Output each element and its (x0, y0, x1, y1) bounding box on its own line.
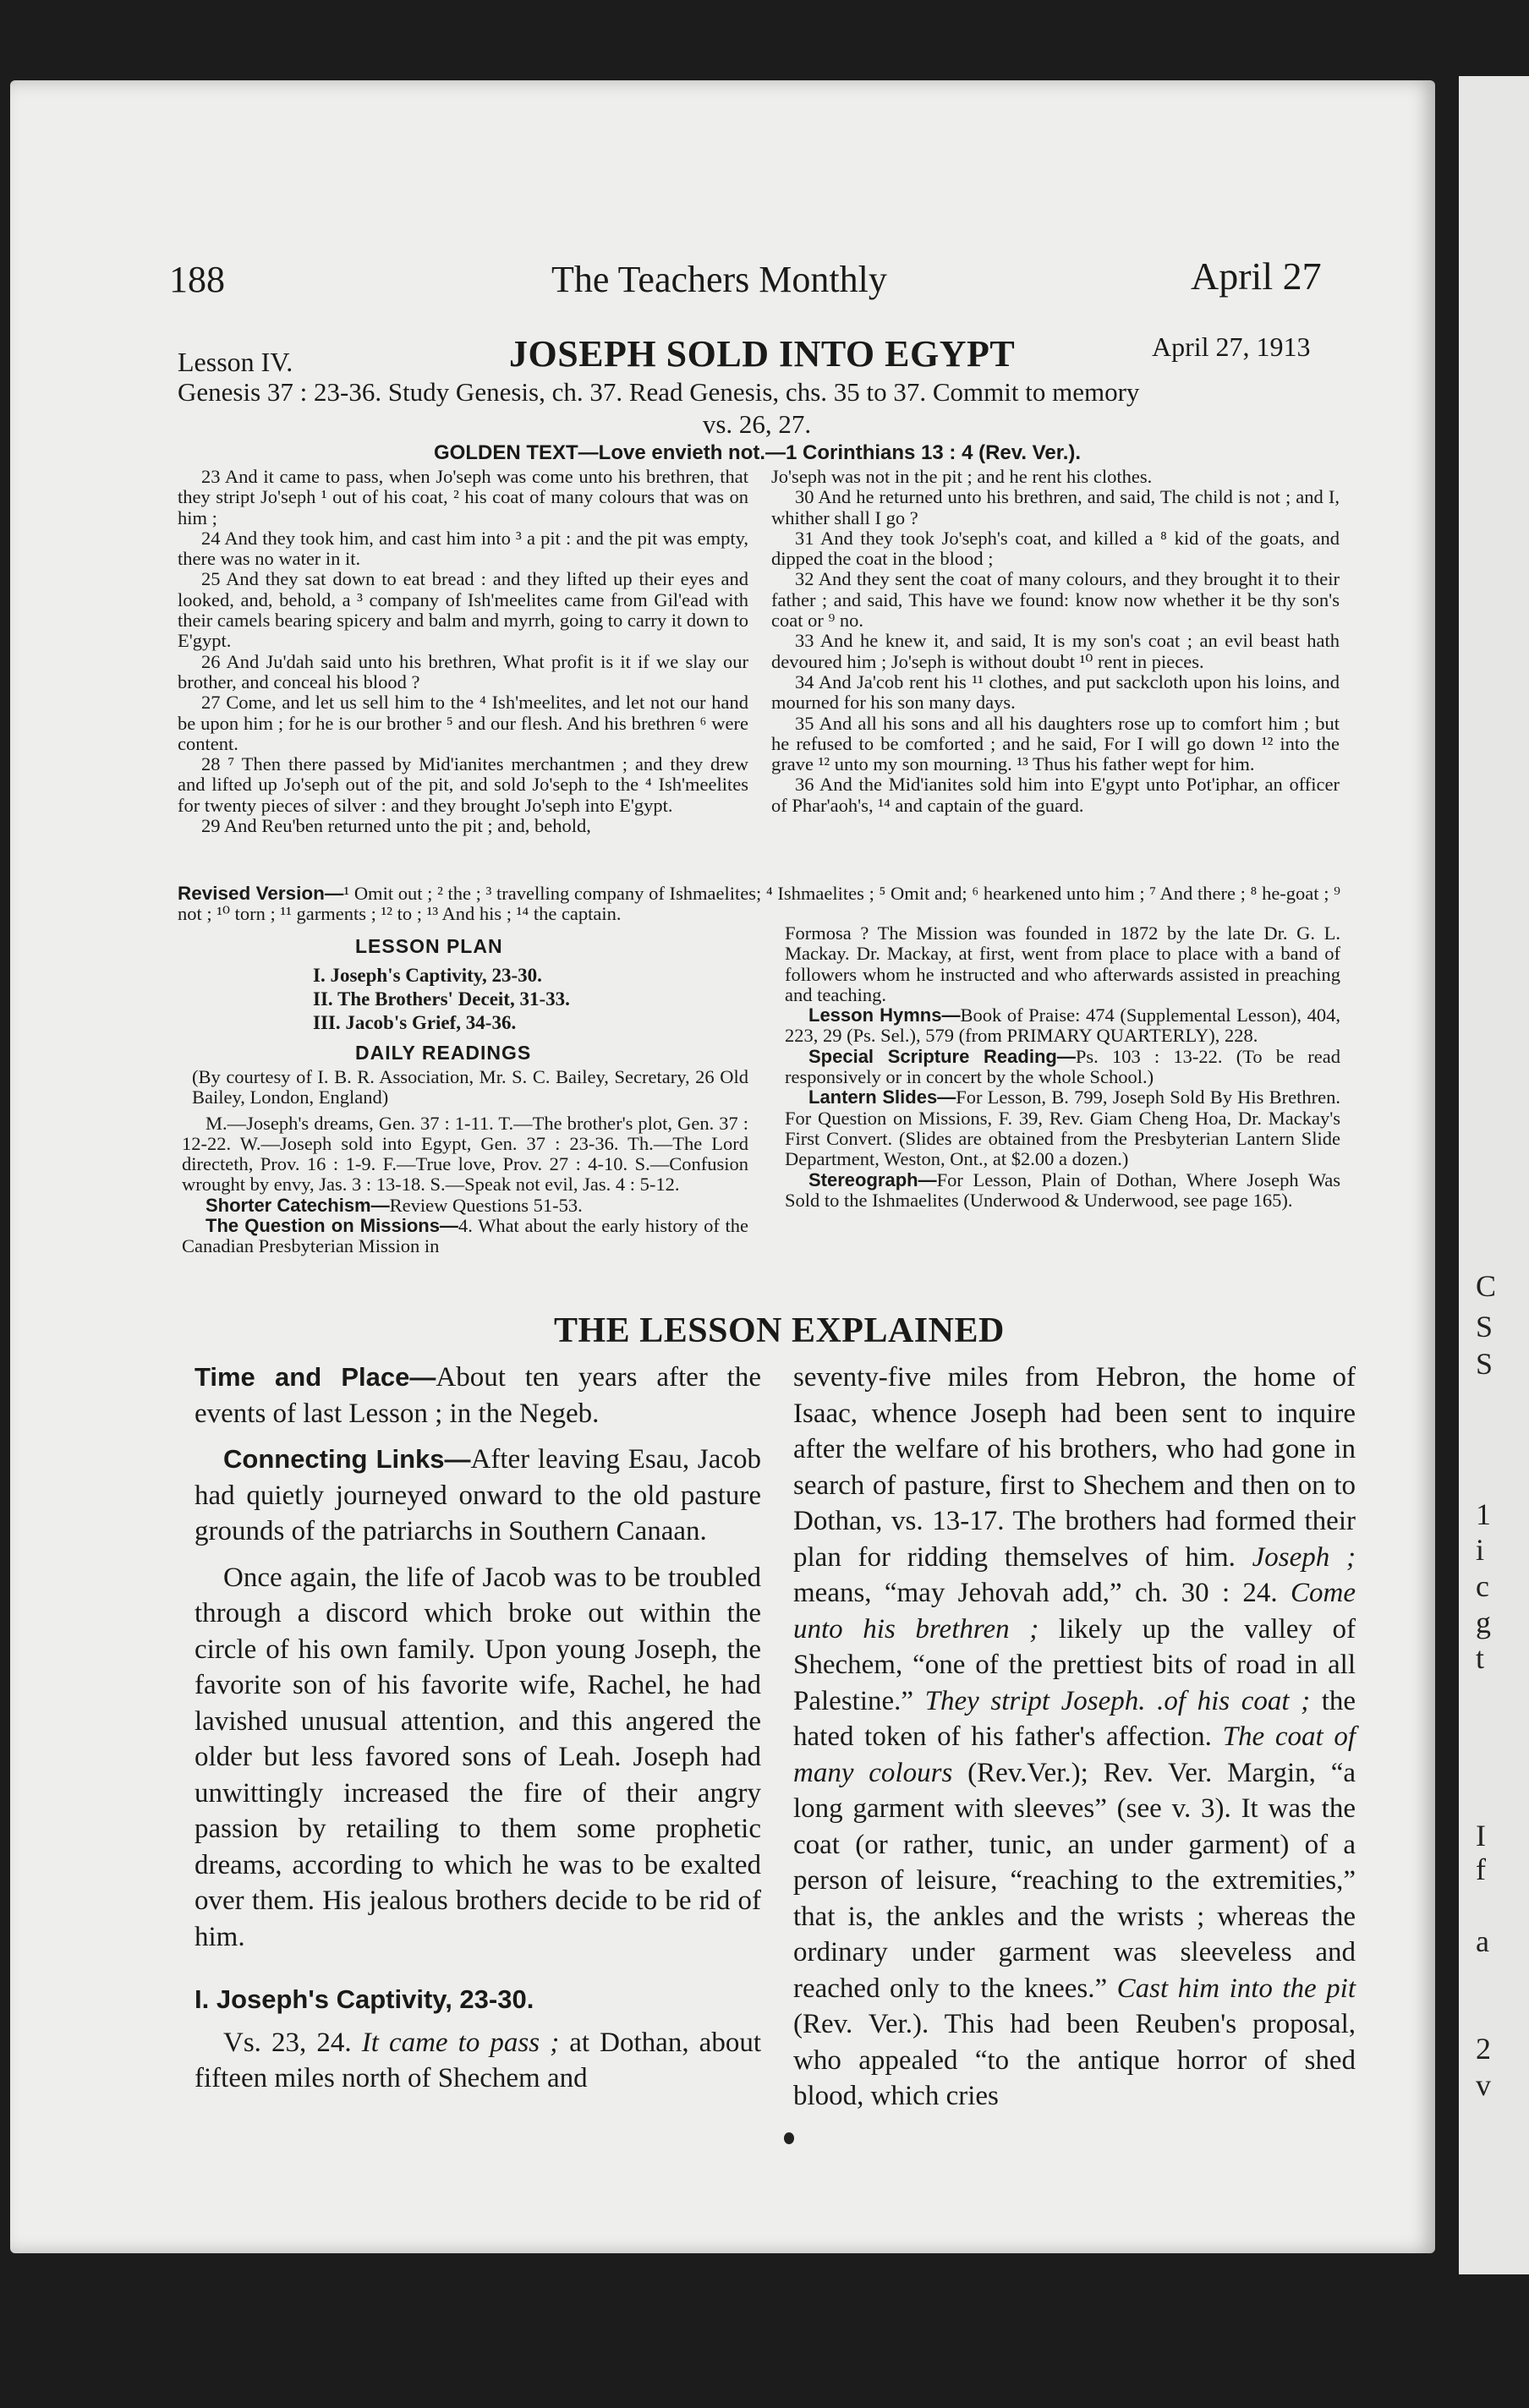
special-scripture-text: Ps. 103 : 13-22. (To be read responsively or in concert by the whole School.) (785, 1045, 1340, 1088)
golden-text-label: GOLDEN TEXT— (434, 441, 599, 464)
commentary-phrase: The coat of many colours (793, 1721, 1356, 1788)
adjacent-letter: g (1476, 1606, 1491, 1639)
verse: 33 And he knew it, and said, It is my son's coat ; an evil beast hath devoured him ; Jo'seph is without doubt ¹⁰ rent in pieces. (771, 630, 1340, 672)
verse: 35 And all his sons and all his daughters rose up to comfort him ; but he refused to be comforted ; and he said, For I will go down ¹² into the grave ¹² unto my son mourning. ¹³ Thus his father wept for him. (771, 712, 1340, 775)
adjacent-letter: 1 (1476, 1497, 1491, 1531)
verse-phrase: It came to pass ; (361, 2027, 560, 2058)
adjacent-letter: 2 (1476, 2032, 1491, 2066)
daily-readings-heading: DAILY READINGS (355, 1042, 532, 1064)
memory-verses: vs. 26, 27. (702, 409, 812, 439)
lesson-explained-heading: THE LESSON EXPLAINED (554, 1311, 1005, 1350)
commentary-text: (Rev.Ver.); Rev. Ver. Margin, “a long garment with sleeves” (see v. 3). It was the coat (or rather, tunic, an under garment) of a person of leisure, “reaching to the extremities,” that is, the ankles and the wrists ; whereas the ordinary under garment was sleeveless and reached only to the knees.” (793, 1757, 1356, 2004)
commentary-text: (Rev. Ver.). This had been Reuben's proposal, who appealed “to the antique horror of shed blood, which cries (793, 2009, 1356, 2111)
study-line (178, 376, 1336, 441)
verse: 32 And they sent the coat of many colours, and they brought it to their father ; and said, This have we found: know now whether it be thy son's coat or ⁹ no. (771, 568, 1340, 632)
lesson-date: April 27, 1913 (1152, 331, 1311, 362)
courtesy-note: (By courtesy of I. B. R. Association, Mr. S. C. Bailey, Secretary, 26 Old Bailey, London, England) (192, 1066, 748, 1108)
adjacent-letter: a (1476, 1924, 1489, 1958)
adjacent-letter: v (1476, 2068, 1491, 2102)
hymns-text: Book of Praise: 474 (Supplemental Lesson), 404, 223, 29 (Ps. Sel.), 579 (from PRIMARY QUARTERLY), 228. (785, 1004, 1340, 1047)
verse: 26 And Ju'dah said unto his brethren, What profit is it if we slay our brother, and conceal his blood ? (178, 650, 748, 692)
revised-version-notes (178, 884, 1340, 925)
commentary-phrase: Joseph ; (1252, 1541, 1356, 1573)
catechism-text: Review Questions 51-53. (389, 1194, 583, 1216)
missions-label: The Question on Missions— (206, 1215, 458, 1237)
adjacent-letter: C (1476, 1269, 1497, 1303)
adjacent-letter: S (1476, 1347, 1493, 1381)
lesson-plan-list (313, 964, 570, 1035)
verse: 31 And they took Jo'seph's coat, and killed a ⁸ kid of the goats, and dipped the coat in the blood ; (771, 527, 1340, 570)
verse: 24 And they took him, and cast him into ³ a pit : and the pit was empty, there was no water in it. (178, 527, 748, 570)
golden-text (434, 441, 1081, 465)
commentary-text: likely up the valley of Shechem, “one of the prettiest bits of road in all Palestine.” (793, 1613, 1356, 1716)
journal-title: The Teachers Monthly (551, 259, 887, 300)
header-date: April 27 (1191, 254, 1322, 298)
commentary-phrase: They stript Joseph. .of his coat ; (924, 1685, 1311, 1716)
adjacent-letter: I (1476, 1819, 1486, 1853)
scripture-right-column (771, 467, 1340, 816)
revised-version-label: Revised Version— (178, 883, 344, 904)
catechism-label: Shorter Catechism— (206, 1194, 390, 1216)
golden-text-body: Love envieth not.—1 Corinthians 13 : 4 (Rev. Ver.). (598, 441, 1082, 464)
study-reference: Genesis 37 : 23-36. Study Genesis, ch. 37. Read Genesis, chs. 35 to 37. Commit to memory (178, 377, 1140, 407)
page-mark (784, 2132, 794, 2144)
revised-version-text: ¹ Omit out ; ² the ; ³ travelling company of Ishmaelites; ⁴ Ishmaelites ; ⁵ Omit and; ⁶ hearkened unto him ; ⁷ And there ; ⁸ he-goat ; ⁹ not ; ¹⁰ torn ; ¹¹ garments ; ¹² to ; ¹³ And his ; ¹⁴ the captain. (178, 883, 1340, 925)
page-number: 188 (169, 259, 225, 300)
explained-left-column (195, 1360, 761, 2097)
explained-right-column (793, 1360, 1356, 2115)
time-place-text: About ten years after the events of last Lesson ; in the Negeb. (195, 1362, 761, 1429)
verse: 29 And Reu'ben returned unto the pit ; and, behold, (201, 815, 591, 837)
section-heading: I. Joseph's Captivity, 23-30. (195, 1984, 534, 2014)
time-place-label: Time and Place— (195, 1362, 436, 1392)
commentary-text: seventy-five miles from Hebron, the home of Isaac, whence Joseph had been sent to inquire after the welfare of his brothers, who had gone in search of pasture, first to Shechem and then on to Dothan, vs. 13-17. The brothers had formed their plan for ridding themselves of him. (793, 1362, 1356, 1573)
lantern-slides-label: Lantern Slides— (808, 1086, 956, 1108)
verse: Jo'seph was not in the pit ; and he rent his clothes. (771, 466, 1153, 487)
adjacent-page-edge (1459, 76, 1529, 2274)
adjacent-letter: t (1476, 1641, 1485, 1675)
connecting-links-label: Connecting Links— (223, 1444, 471, 1474)
verse: 28 ⁷ Then there passed by Mid'ianites merchantmen ; and they drew and lifted up Jo'seph out of the pit, and sold Jo'seph to the ⁴ Ish'meelites for twenty pieces of silver : and they brought Jo'seph into E'gypt. (178, 753, 748, 816)
commentary-phrase: Cast him into the pit (1116, 1973, 1356, 2004)
scripture-left-column (178, 467, 748, 836)
hymns-label: Lesson Hymns— (808, 1004, 961, 1026)
lesson-plan-item: III. Jacob's Grief, 34-36. (313, 1012, 517, 1033)
lesson-plan-item: II. The Brothers' Deceit, 31-33. (313, 988, 570, 1010)
lesson-notes (785, 923, 1340, 1211)
verse: 30 And he returned unto his brethren, and said, The child is not ; and I, whither shall I go ? (771, 486, 1340, 528)
commentary-text: means, “may Jehovah add,” ch. 30 : 24. (793, 1578, 1278, 1608)
verse: 34 And Ja'cob rent his ¹¹ clothes, and put sackcloth upon his loins, and mourned for his son many days. (771, 670, 1340, 714)
missions-continued: Formosa ? The Mission was founded in 1872 by the late Dr. G. L. Mackay. Dr. Mackay, at first, went from place to place with a band of followers whom he instructed and who afterwards assisted in preaching and teaching. (785, 922, 1340, 1005)
adjacent-letter: c (1476, 1569, 1489, 1603)
verse: 36 And the Mid'ianites sold him into E'gypt unto Pot'iphar, an officer of Phar'aoh's, ¹⁴ and captain of the guard. (771, 774, 1340, 816)
commentary-phrase: Come unto his brethren ; (793, 1578, 1356, 1645)
verse: 25 And they sat down to eat bread : and they lifted up their eyes and looked, and, behold, a ³ company of Ish'meelites came from Gil'ead with their camels bearing spicery and balm and myrrh, going to carry it down to E'gypt. (178, 568, 748, 652)
stereograph-label: Stereograph— (808, 1168, 937, 1190)
lesson-title: JOSEPH SOLD INTO EGYPT (509, 333, 1016, 375)
verse-comment: at Dothan, about fifteen miles north of Shechem and (195, 2027, 761, 2093)
adjacent-letter: i (1476, 1533, 1485, 1567)
adjacent-letter: S (1476, 1310, 1493, 1344)
lesson-plan-item: I. Joseph's Captivity, 23-30. (313, 965, 542, 986)
connecting-links-text: After leaving Esau, Jacob had quietly journeyed onward to the old pasture grounds of the patriarchs in Southern Canaan. (195, 1444, 761, 1546)
lantern-slides-text: For Lesson, B. 799, Joseph Sold By His Brethren. For Question on Missions, F. 39, Rev. Giam Cheng Hoa, Dr. Mackay's First Convert. (Slides are obtained from the Presbyterian Lantern Slide Department, Weston, Ont., at $2.00 a dozen.) (785, 1086, 1341, 1170)
missions-text: 4. What about the early history of the Canadian Presbyterian Mission in (182, 1215, 748, 1257)
lesson-plan-heading: LESSON PLAN (355, 935, 503, 957)
verse: 23 And it came to pass, when Jo'seph was come unto his brethren, that they stript Jo'seph ¹ out of his coat, ² his coat of many colours that was on him ; (178, 466, 748, 528)
special-scripture-label: Special Scripture Reading— (808, 1045, 1076, 1067)
daily-readings (182, 1067, 748, 1257)
narrative-paragraph: Once again, the life of Jacob was to be troubled through a discord which broke out within the circle of his own family. Upon young Joseph, the favorite son of his favorite wife, Rachel, he had lavished unusual attention, and this angered the older but less favored sons of Leah. Joseph had unwittingly increased the fire of their angry passion by retailing to them some prophetic dreams, according to which he was to be exalted over them. His jealous brothers decide to be rid of him. (195, 1562, 761, 1952)
verse: 27 Come, and let us sell him to the ⁴ Ish'meelites, and let not our hand be upon him ; for he is our brother ⁵ and our flesh. And his brethren ⁶ were content. (178, 692, 748, 754)
lesson-number: Lesson IV. (178, 347, 293, 377)
verse-reference: Vs. 23, 24. (223, 2027, 352, 2058)
stereograph-text: For Lesson, Plain of Dothan, Where Joseph Was Sold to the Ishmaelites (Underwood & Underwood, see page 165). (785, 1168, 1340, 1211)
commentary-text: the hated token of his father's affection. (793, 1685, 1356, 1752)
readings-list: M.—Joseph's dreams, Gen. 37 : 1-11. T.—The brother's plot, Gen. 37 : 12-22. W.—Joseph sold into Egypt, Gen. 37 : 23-36. Th.—The Lord directeth, Prov. 16 : 1-9. F.—True love, Prov. 27 : 4-10. S.—Confusion wrought by envy, Jas. 3 : 13-18. S.—Speak not evil, Jas. 4 : 5-12. (182, 1112, 748, 1196)
adjacent-letter: f (1476, 1853, 1486, 1886)
